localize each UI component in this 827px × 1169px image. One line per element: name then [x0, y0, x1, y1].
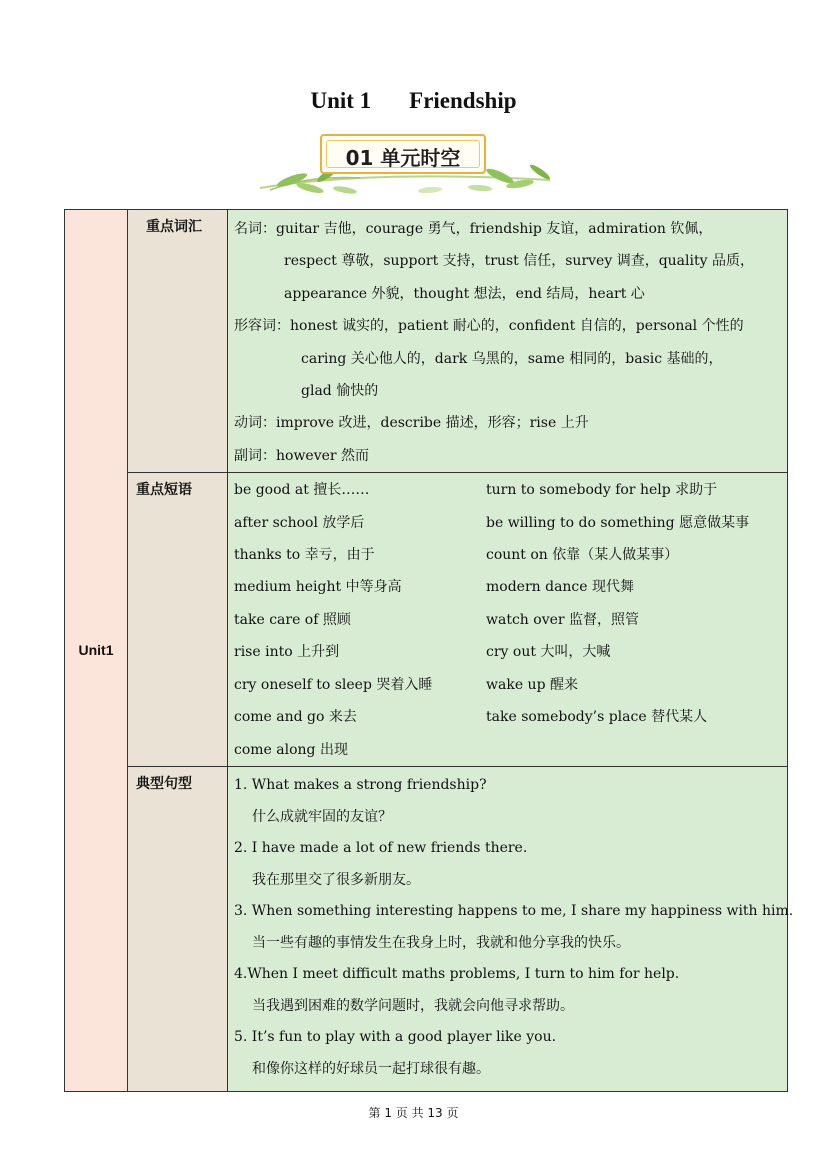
sentence-english: 2. I have made a lot of new friends there. [234, 839, 528, 856]
phrase-left: come and go 来去 [234, 709, 357, 726]
phrases-row [65, 473, 788, 767]
phrases-cell [228, 473, 788, 767]
sentence-english: 3. When something interesting happens to me, I share my happiness with him. [234, 902, 794, 919]
phrase-right: take somebody’s place 替代某人 [486, 709, 708, 726]
sentence-english: 4.When I meet difficult maths problems, I turn to him for help. [234, 965, 680, 982]
section-banner [250, 130, 570, 202]
sentence-item [234, 1023, 781, 1086]
sentences-list [228, 767, 794, 1086]
phrases-header-cell [128, 473, 228, 767]
sentence-chinese: 当我遇到困难的数学问题时，我就会向他寻求帮助。 [252, 997, 574, 1014]
phrase-row [234, 701, 781, 733]
phrase-row [234, 669, 781, 701]
vocab-line: glad 愉快的 [301, 383, 379, 400]
vocab-line: respect 尊敬，support 支持，trust 信任，survey 调查，quality 品质， [284, 253, 754, 270]
unit-label: Unit1 [78, 642, 114, 659]
vocab-line: 名词：guitar 吉他，courage 勇气，friendship 友谊，admiration 钦佩， [234, 221, 713, 237]
page-title [0, 88, 827, 114]
vocab-header: 重点词汇 [146, 219, 202, 235]
sentence-chinese: 我在那里交了很多新朋友。 [252, 871, 420, 888]
vocab-header-cell [128, 210, 228, 473]
vocab-line: appearance 外貌，thought 想法，end 结局，heart 心 [284, 285, 645, 302]
sentence-english: 1. What makes a strong friendship? [234, 776, 487, 793]
vocab-line: 动词：improve 改进，describe 描述，形容；rise 上升 [234, 415, 589, 432]
banner-label: 01 单元时空 [345, 146, 461, 170]
sentence-item [234, 897, 794, 960]
phrase-row [234, 539, 781, 571]
phrase-right: cry out 大叫，大喊 [486, 644, 611, 661]
phrase-left: come along 出现 [234, 741, 348, 758]
phrase-left: take care of 照顾 [234, 611, 351, 628]
phrase-row [234, 636, 781, 668]
phrase-left: rise into 上升到 [234, 644, 340, 661]
phrase-row [234, 734, 781, 766]
sentences-header-cell [128, 766, 228, 1091]
sentence-chinese: 和像你这样的好球员一起打球很有趣。 [252, 1060, 490, 1077]
vocab-line: 副词：however 然而 [234, 447, 370, 464]
vocab-line: caring 关心他人的，dark 乌黑的，same 相同的，basic 基础的， [301, 350, 723, 367]
phrase-right: count on 依靠（某人做某事） [486, 547, 679, 564]
banner-box [320, 134, 486, 174]
sentences-row [65, 766, 788, 1091]
sentence-item [234, 834, 781, 897]
sentence-chinese: 什么成就牢固的友谊？ [252, 808, 392, 825]
phrase-right [486, 734, 781, 766]
phrase-left: thanks to 幸亏，由于 [234, 547, 375, 564]
unit-cell [65, 210, 128, 1092]
phrase-right: wake up 醒来 [486, 676, 578, 693]
phrase-left: medium height 中等身高 [234, 579, 402, 596]
phrase-right: modern dance 现代舞 [486, 579, 635, 596]
sentences-header: 典型句型 [136, 775, 192, 792]
vocab-cell [228, 210, 788, 473]
phrase-left: be good at 擅长…… [234, 482, 370, 499]
phrase-row [234, 474, 781, 506]
topic-title: Friendship [409, 88, 517, 113]
sentence-english: 5. It’s fun to play with a good player like you. [234, 1028, 557, 1045]
phrases-list [228, 473, 787, 766]
unit-title: Unit 1 [310, 88, 372, 113]
phrase-right: be willing to do something 愿意做某事 [486, 514, 750, 531]
phrase-right: watch over 监督，照管 [486, 611, 640, 628]
phrase-row [234, 604, 781, 636]
vocab-line: 形容词：honest 诚实的，patient 耐心的，confident 自信的，personal 个性的 [234, 318, 744, 335]
sentences-cell [228, 766, 794, 1091]
sentence-item [234, 960, 781, 1023]
vocab-row [65, 210, 788, 473]
unit-table [64, 209, 794, 1092]
sentence-chinese: 当一些有趣的事情发生在我身上时，我就和他分享我的快乐。 [252, 934, 630, 951]
phrase-left: cry oneself to sleep 哭着入睡 [234, 676, 433, 693]
sentence-item [234, 771, 781, 834]
phrase-left: after school 放学后 [234, 514, 365, 531]
phrase-right: turn to somebody for help 求助于 [486, 482, 718, 499]
phrase-row [234, 507, 781, 539]
phrase-row [234, 571, 781, 603]
phrases-header: 重点短语 [136, 482, 192, 499]
vocab-list [228, 210, 787, 472]
page-footer: 第 1 页 共 13 页 [368, 1106, 459, 1120]
